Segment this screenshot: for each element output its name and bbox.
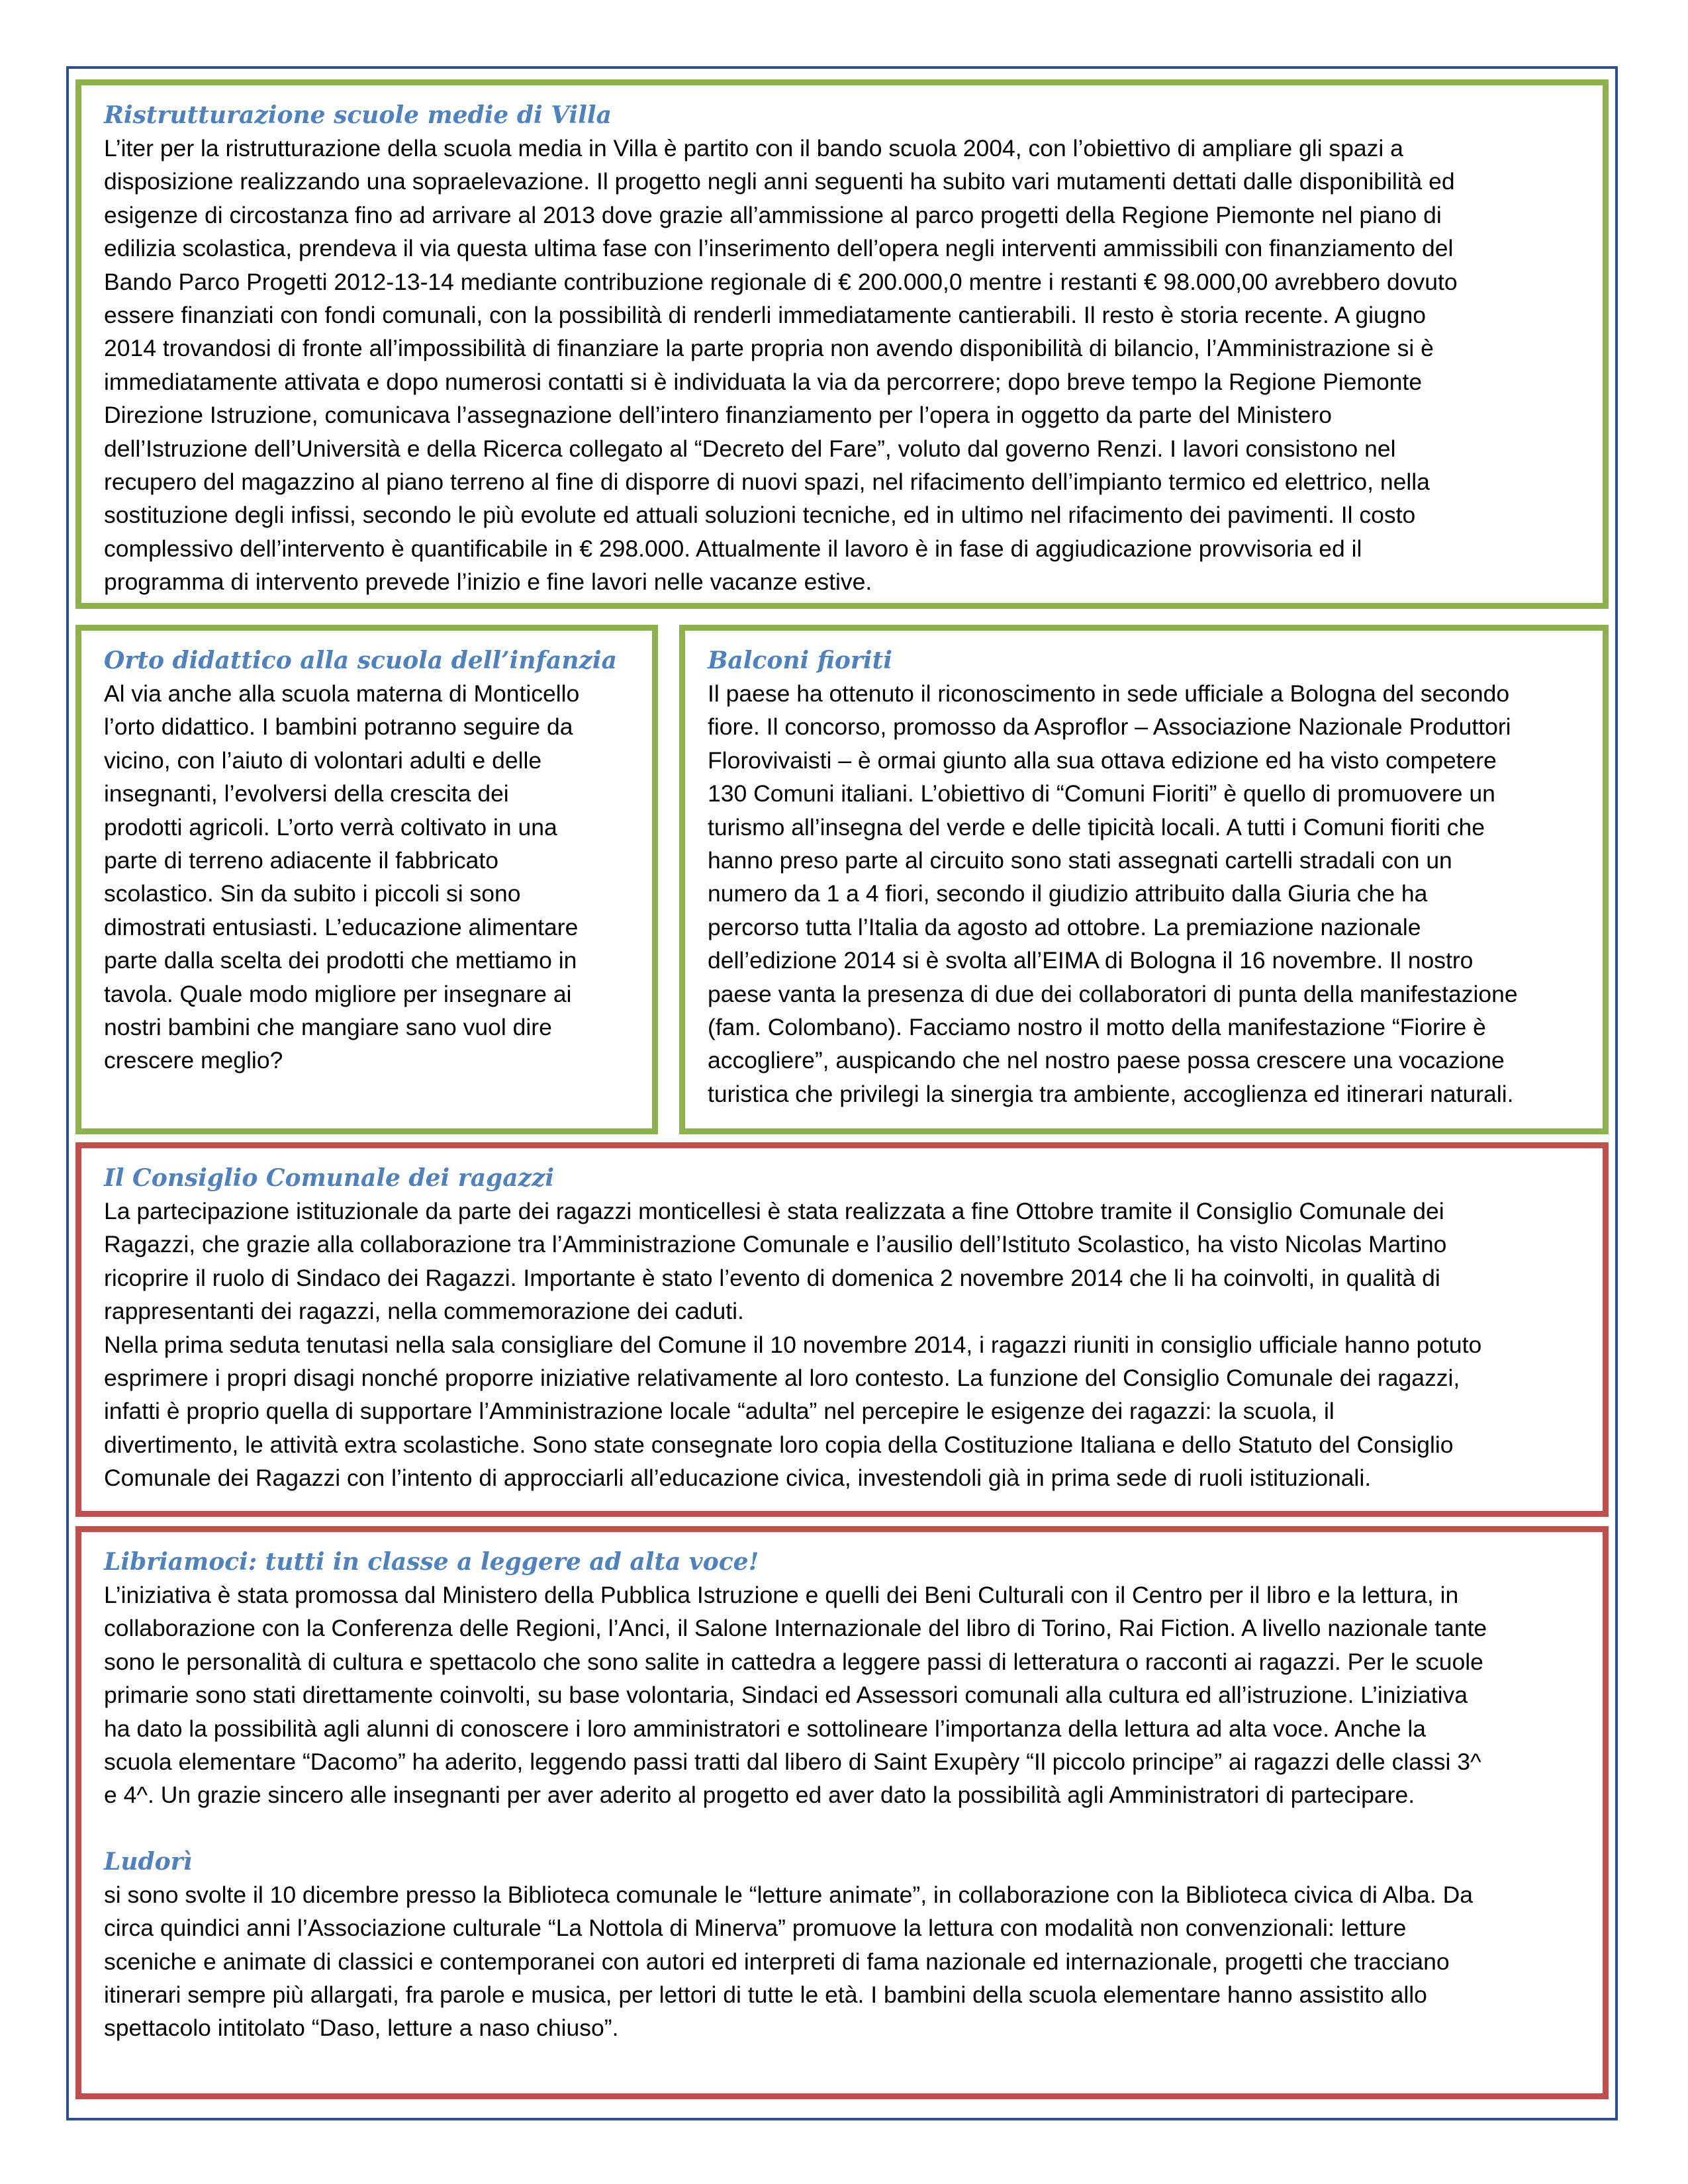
text-line: tavola. Quale modo migliore per insegnare ai: [104, 980, 572, 1007]
text-line: l’orto didattico. I bambini potranno seguire da: [104, 713, 573, 741]
text-line: infatti è proprio quella di supportare l’Amministrazione locale “adulta” nel percepire le esigenze dei ragazzi: la scuola, il: [104, 1398, 1335, 1425]
text-line: vicino, con l’aiuto di volontari adulti e delle: [104, 747, 542, 774]
text-line: percorso tutta l’Italia da agosto ad ottobre. La premiazione nazionale: [708, 913, 1421, 940]
text-line: dell’Istruzione dell’Università e della Ricerca collegato al “Decreto del Fare”, voluto dal governo Renzi. I lavori consistono nel: [104, 435, 1396, 462]
text-line: insegnanti, l’evolversi della crescita dei: [104, 780, 509, 807]
text-line: nostri bambini che mangiare sano vuol dire: [104, 1014, 552, 1041]
section-villa: [75, 79, 1609, 609]
text-line: esprimere i propri disagi nonché proporre iniziative relativamente al loro contesto. La funzione del Consiglio Comunale dei ragazzi,: [104, 1365, 1460, 1392]
spacer: [104, 1812, 1583, 1845]
text-line: disposizione realizzando una sopraelevazione. Il progetto negli anni seguenti ha subito vari mutamenti dettati dalle disponibilità ed: [104, 168, 1455, 195]
section-body: [708, 677, 1583, 1111]
text-line: Direzione Istruzione, comunicava l’assegnazione dell’intero finanziamento per l’opera in oggetto da parte del Ministero: [104, 402, 1332, 429]
text-line: dell’edizione 2014 si è svolta all’EIMA di Bologna il 16 novembre. Il nostro: [708, 947, 1474, 974]
text-line: esigenze di circostanza fino ad arrivare al 2013 dove grazie all’ammissione al parco progetti della Regione Piemonte nel piano di: [104, 201, 1442, 228]
text-line: turismo all’insegna del verde e delle tipicità locali. A tutti i Comuni fioriti che: [708, 813, 1485, 841]
text-line: turistica che privilegi la sinergia tra ambiente, accoglienza ed itinerari naturali.: [708, 1080, 1514, 1107]
text-line: fiore. Il concorso, promosso da Asproflor – Associazione Nazionale Produttori: [708, 713, 1511, 741]
text-line: scuola elementare “Dacomo” ha aderito, leggendo passi tratti dal libero di Saint Exupèry “Il piccolo principe” ai ragazzi delle classi 3^: [104, 1749, 1481, 1776]
text-line: paese vanta la presenza di due dei collaboratori di punta della manifestazione: [708, 980, 1518, 1007]
text-line: sceniche e animate di classici e contemporanei con autori ed interpreti di fama nazionale ed internazionale, progetti che tracciano: [104, 1948, 1450, 1975]
text-line: L’iniziativa è stata promossa dal Ministero della Pubblica Istruzione e quelli dei Beni Culturali con il Centro per il libro e la lettura, in: [104, 1582, 1459, 1608]
section-body: [104, 132, 1583, 599]
text-line: recupero del magazzino al piano terreno al fine di disporre di nuovi spazi, nel rifacimento dell’impianto termico ed elettrico, nella: [104, 469, 1430, 496]
text-line: itinerari sempre più allargati, fra parole e musica, per lettori di tutte le età. I bambini della scuola elementare hanno assistito allo: [104, 1981, 1427, 2009]
text-line: divertimento, le attività extra scolastiche. Sono state consegnate loro copia della Costituzione Italiana e dello Statuto del Consiglio: [104, 1431, 1454, 1458]
text-line: sostituzione degli infissi, secondo le più evolute ed attuali soluzioni tecniche, ed in ultimo nel rifacimento dei pavimenti. Il costo: [104, 502, 1416, 529]
section-orto: [75, 625, 658, 1134]
text-line: e 4^. Un grazie sincero alle insegnanti per aver aderito al progetto ed aver dato la possibilità agli Amministratori di partecipare.: [104, 1782, 1415, 1809]
section-title-libriamoci: Libriamoci: tutti in classe a leggere ad alta voce!: [104, 1548, 759, 1576]
section-balconi: [679, 625, 1609, 1134]
section-title: Ristrutturazione scuole medie di Villa: [104, 101, 612, 129]
text-line: Florovivaisti – è ormai giunto alla sua ottava edizione ed ha visto competere: [708, 747, 1497, 774]
text-line: Il paese ha ottenuto il riconoscimento in sede ufficiale a Bologna del secondo: [708, 680, 1510, 707]
text-line: primarie sono stati direttamente coinvolti, su base volontaria, Sindaci ed Assessori comunali alla cultura ed all’istruzione. L’iniziativa: [104, 1682, 1468, 1709]
text-line: rappresentanti dei ragazzi, nella commemorazione dei caduti.: [104, 1298, 744, 1325]
section-title: Balconi fioriti: [708, 647, 892, 674]
text-line: Ragazzi, che grazie alla collaborazione tra l’Amministrazione Comunale e l’ausilio dell’Istituto Scolastico, ha visto Nicolas Martino: [104, 1231, 1447, 1258]
section-body-libriamoci: [104, 1578, 1583, 1812]
section-consiglio: [75, 1142, 1609, 1517]
text-line: (fam. Colombano). Facciamo nostro il motto della manifestazione “Fiorire è: [708, 1014, 1486, 1041]
text-line: L’iter per la ristrutturazione della scuola media in Villa è partito con il bando scuola 2004, con l’obiettivo di ampliare gli spazi a: [104, 135, 1403, 161]
text-line: Al via anche alla scuola materna di Monticello: [104, 680, 580, 707]
text-line: spettacolo intitolato “Daso, letture a naso chiuso”.: [104, 2015, 619, 2042]
text-line: si sono svolte il 10 dicembre presso la Biblioteca comunale le “letture animate”, in collaborazione con la Biblioteca civica di Alba. Da: [104, 1881, 1473, 1908]
text-line: collaborazione con la Conferenza delle Regioni, l’Anci, il Salone Internazionale del libro di Torino, Rai Fiction. A livello nazionale tante: [104, 1615, 1487, 1642]
text-line: 130 Comuni italiani. L’obiettivo di “Comuni Fioriti” è quello di promuovere un: [708, 780, 1495, 807]
section-body-ludori: [104, 1878, 1583, 2045]
text-line: complessivo dell’intervento è quantificabile in € 298.000. Attualmente il lavoro è in fase di aggiudicazione provvisoria ed il: [104, 535, 1362, 562]
text-line: ricoprire il ruolo di Sindaco dei Ragazzi. Importante è stato l’evento di domenica 2 novembre 2014 che li ha coinvolti, in qualità di: [104, 1264, 1440, 1291]
text-line: crescere meglio?: [104, 1047, 283, 1074]
text-line: La partecipazione istituzionale da parte dei ragazzi monticellesi è stata realizzata a fine Ottobre tramite il Consiglio Comunale dei: [104, 1198, 1444, 1224]
section-body: [104, 1195, 1583, 1495]
text-line: dimostrati entusiasti. L’educazione alimentare: [104, 913, 579, 940]
text-line: accogliere”, auspicando che nel nostro paese possa crescere una vocazione: [708, 1047, 1505, 1074]
section-title-ludori: Ludorì: [104, 1847, 193, 1876]
text-line: parte di terreno adiacente il fabbricato: [104, 847, 498, 874]
section-title: Il Consiglio Comunale dei ragazzi: [104, 1164, 555, 1192]
text-line: Nella prima seduta tenutasi nella sala consigliare del Comune il 10 novembre 2014, i ragazzi riuniti in consiglio ufficiale hanno potuto: [104, 1331, 1482, 1358]
section-libriamoci-ludori: [75, 1526, 1609, 2099]
text-line: essere finanziati con fondi comunali, con la possibilità di renderli immediatamente cantierabili. Il resto è storia recente. A giugno: [104, 302, 1426, 329]
text-line: prodotti agricoli. L’orto verrà coltivato in una: [104, 813, 557, 841]
text-line: ha dato la possibilità agli alunni di conoscere i loro amministratori e sottolineare l’importanza della lettura ad alta voce. Anche la: [104, 1715, 1426, 1742]
section-title: Orto didattico alla scuola dell’infanzia: [104, 647, 617, 674]
text-line: numero da 1 a 4 fiori, secondo il giudizio attribuito dalla Giuria che ha: [708, 880, 1428, 907]
text-line: hanno preso parte al circuito sono stati assegnati cartelli stradali con un: [708, 847, 1452, 874]
text-line: parte dalla scelta dei prodotti che mettiamo in: [104, 947, 577, 974]
section-body: [104, 677, 632, 1077]
text-line: circa quindici anni l’Associazione culturale “La Nottola di Minerva” promuove la lettura con modalità non convenzionali: letture: [104, 1915, 1407, 1942]
text-line: immediatamente attivata e dopo numerosi contatti si è individuata la via da percorrere; dopo breve tempo la Regione Piemonte: [104, 368, 1423, 395]
text-line: Bando Parco Progetti 2012-13-14 mediante contribuzione regionale di € 200.000,0 mentre i restanti € 98.000,00 avrebbero dovuto: [104, 268, 1458, 295]
text-line: edilizia scolastica, prendeva il via questa ultima fase con l’inserimento dell’opera negli interventi ammissibili con finanziamento del: [104, 235, 1454, 262]
text-line: sono le personalità di cultura e spettacolo che sono salite in cattedra a leggere passi di letteratura o racconti ai ragazzi. Per le scuole: [104, 1648, 1483, 1675]
text-line: Comunale dei Ragazzi con l’intento di approcciarli all’educazione civica, investendoli già in prima sede di ruoli istituzionali.: [104, 1465, 1372, 1492]
text-line: scolastico. Sin da subito i piccoli si sono: [104, 880, 521, 907]
text-line: programma di intervento prevede l’inizio e fine lavori nelle vacanze estive.: [104, 569, 872, 596]
text-line: 2014 trovandosi di fronte all’impossibilità di finanziare la parte propria non avendo disponibilità di bilancio, l’Amministrazione si è: [104, 335, 1434, 362]
